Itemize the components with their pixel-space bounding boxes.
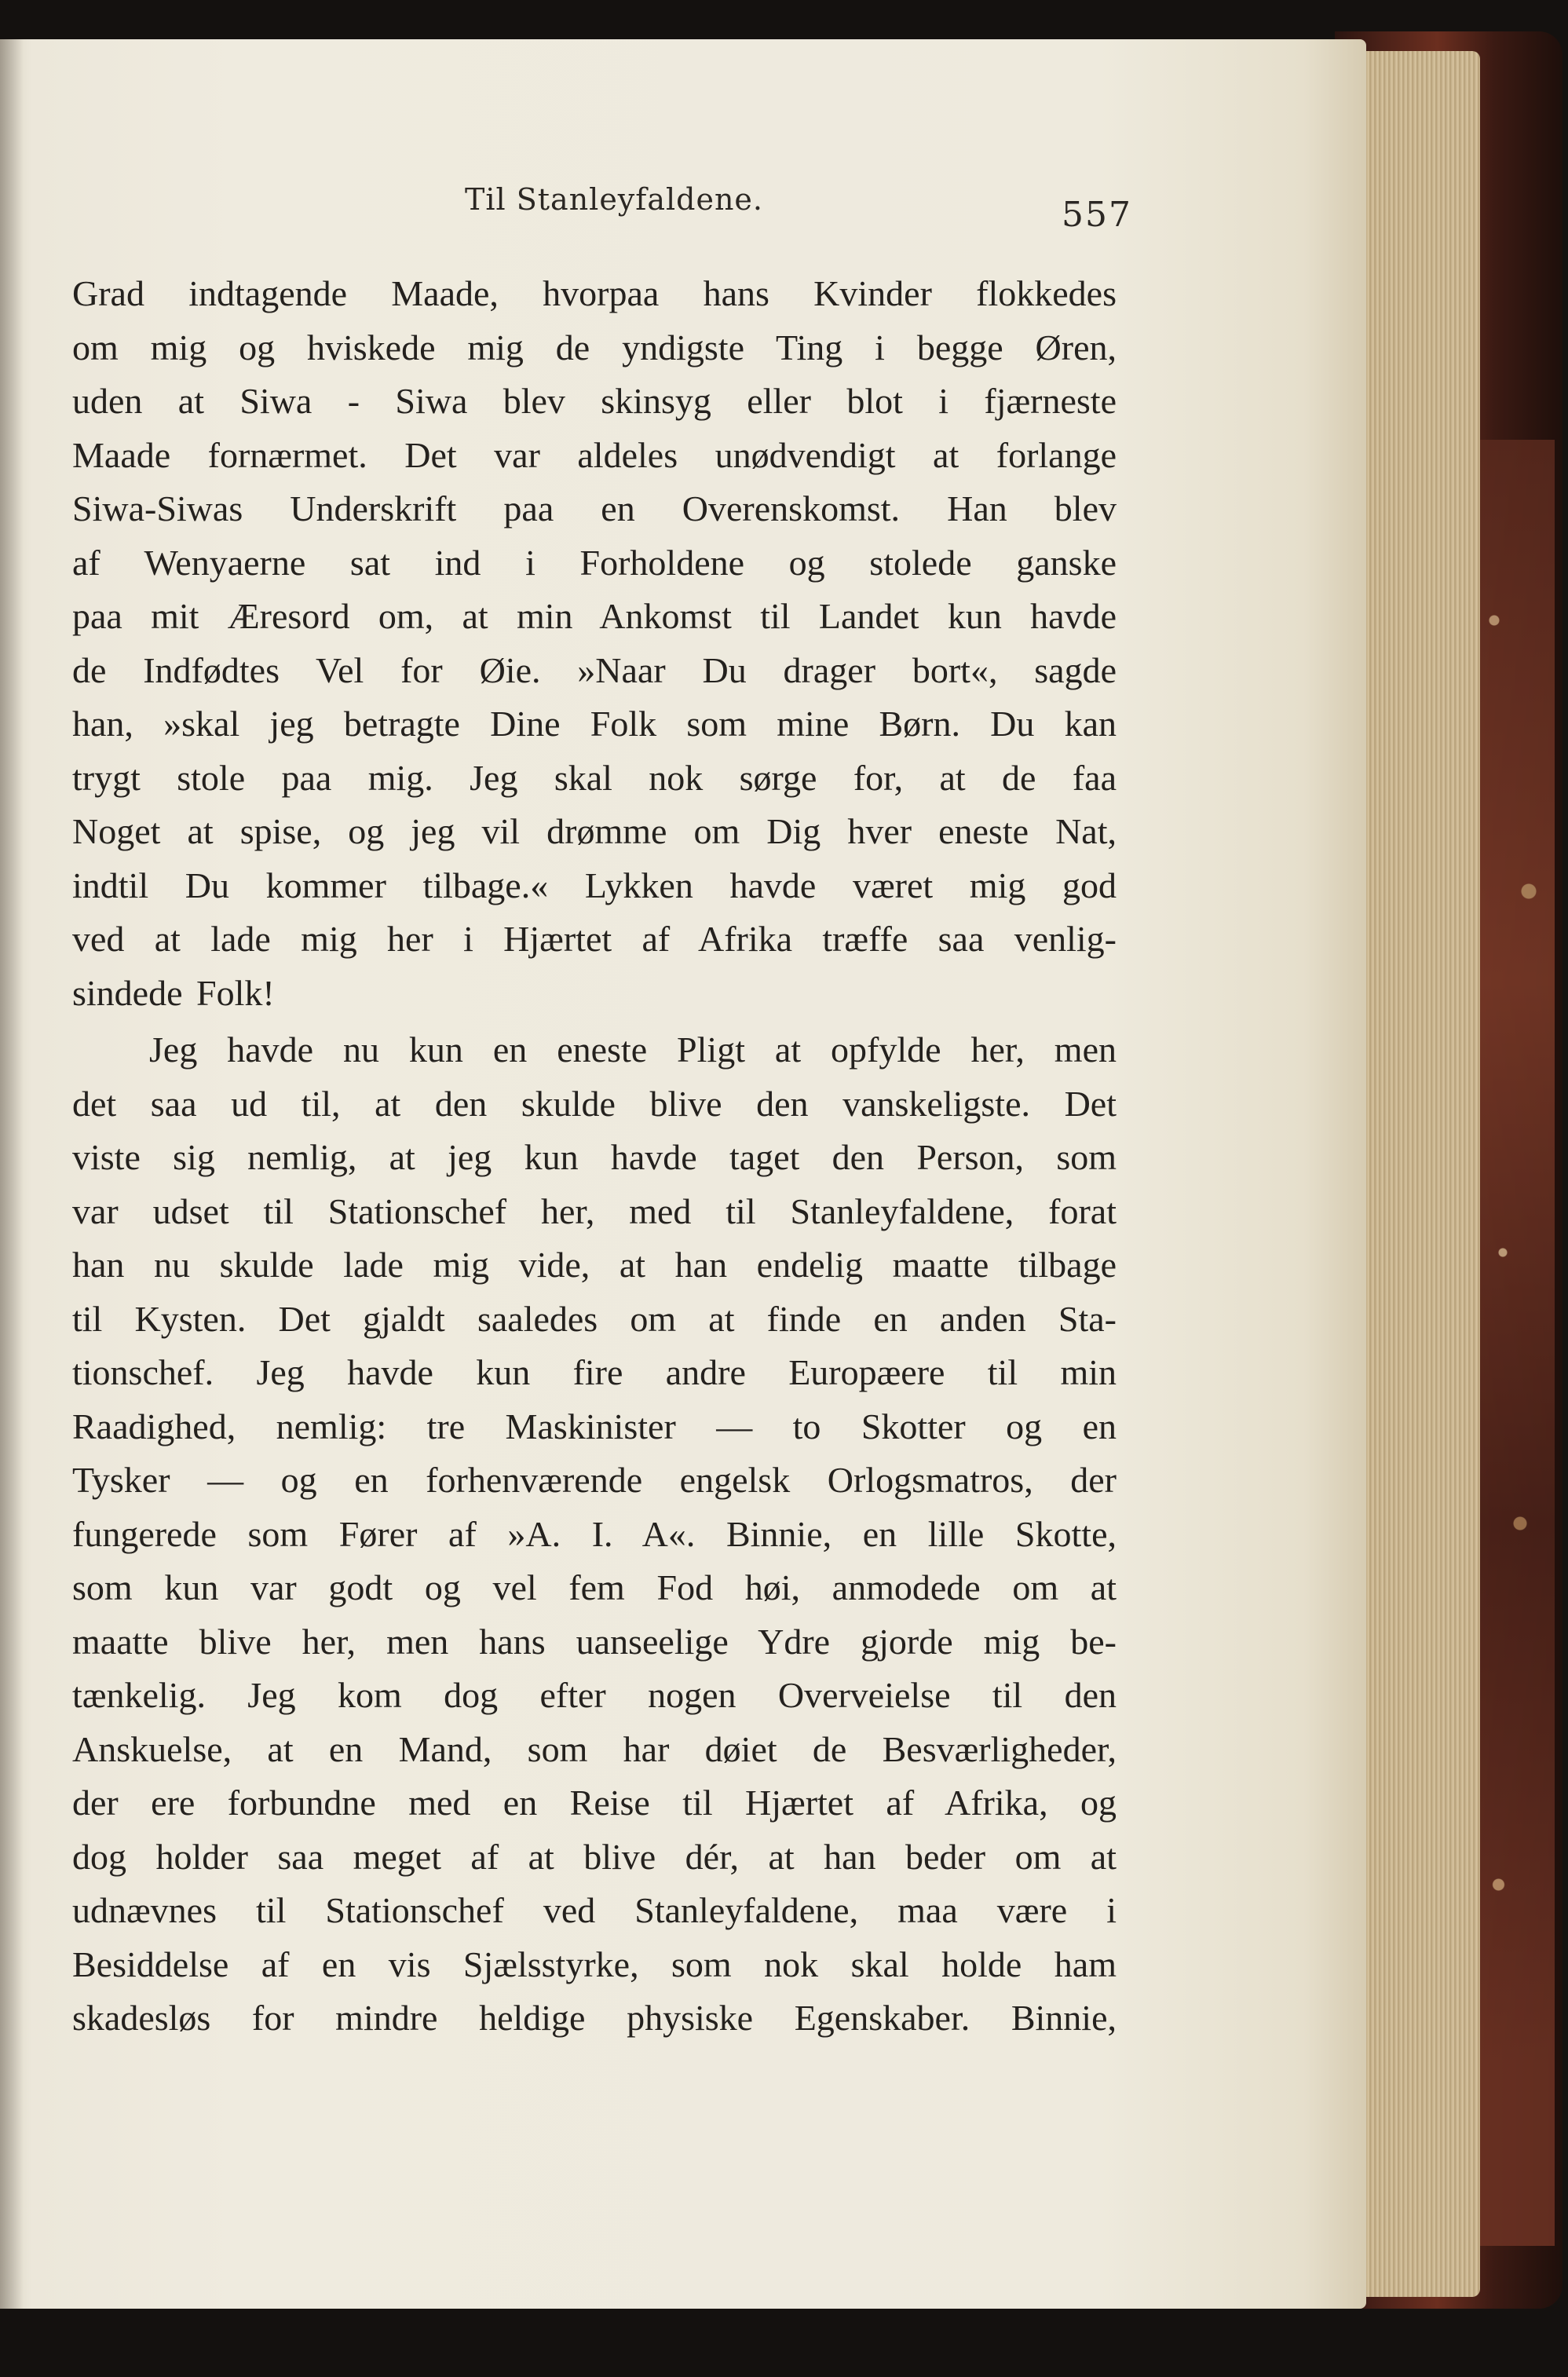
text-line: var udset til Stationschef her, med til Stanleyfaldene, forat xyxy=(72,1190,1117,1231)
text-line: Besiddelse af en vis Sjælsstyrke, som nok skal holde ham xyxy=(72,1944,1117,1984)
text-line: Maade fornærmet. Det var aldeles unødvendigt at forlange xyxy=(72,434,1117,475)
text-line: dog holder saa meget af at blive dér, at han beder om at xyxy=(72,1836,1117,1877)
page-number: 557 xyxy=(1062,195,1132,235)
text-line: maatte blive her, men hans uanseelige Ydre gjorde mig be- xyxy=(72,1621,1117,1662)
gutter-shadow xyxy=(0,39,24,2309)
text-line: som kun var godt og vel fem Fod høi, anmodede om at xyxy=(72,1567,1117,1607)
marbled-cover-edge xyxy=(1468,440,1555,2246)
text-line: der ere forbundne med en Reise til Hjærtet af Afrika, og xyxy=(72,1783,1117,1823)
text-line: uden at Siwa - Siwa blev skinsyg eller blot i fjærneste xyxy=(72,381,1117,421)
text-line: til Kysten. Det gjaldt saaledes om at finde en anden Sta- xyxy=(72,1298,1117,1339)
text-line: han, »skal jeg betragte Dine Folk som mine Børn. Du kan xyxy=(72,704,1117,744)
page-edges xyxy=(1362,51,1480,2297)
text-line: ved at lade mig her i Hjærtet af Afrika træffe saa venlig- xyxy=(72,919,1117,959)
text-line: viste sig nemlig, at jeg kun havde taget den Person, som xyxy=(72,1137,1117,1177)
text-line: Raadighed, nemlig: tre Maskinister — to Skotter og en xyxy=(72,1406,1117,1446)
text-line: af Wenyaerne sat ind i Forholdene og stolede ganske xyxy=(72,542,1117,583)
text-line: Siwa-Siwas Underskrift paa en Overenskomst. Han blev xyxy=(72,488,1117,528)
text-line: skadesløs for mindre heldige physiske Egenskaber. Binnie, xyxy=(72,1998,1117,2038)
text-line: om mig og hviskede mig de yndigste Ting i begge Øren, xyxy=(72,327,1117,368)
paragraph-1 xyxy=(72,267,1117,1020)
text-line: Jeg havde nu kun en eneste Pligt at opfylde her, men xyxy=(149,1029,1117,1070)
text-line: de Indfødtes Vel for Øie. »Naar Du drager bort«, sagde xyxy=(72,649,1117,690)
text-line: det saa ud til, at den skulde blive den vanskeligste. Det xyxy=(72,1083,1117,1124)
text-line: fungerede som Fører af »A. I. A«. Binnie, en lille Skotte, xyxy=(72,1513,1117,1554)
text-line: sindede Folk! xyxy=(72,972,275,1013)
text-line: Anskuelse, at en Mand, som har døiet de Besværligheder, xyxy=(72,1728,1117,1769)
text-line: Tysker — og en forhenværende engelsk Orlogsmatros, der xyxy=(72,1460,1117,1500)
text-line: tænkelig. Jeg kom dog efter nogen Overveielse til den xyxy=(72,1675,1117,1715)
paragraph-2 xyxy=(72,1023,1117,2046)
text-line: Grad indtagende Maade, hvorpaa hans Kvinder flokkedes xyxy=(72,273,1117,313)
text-line: trygt stole paa mig. Jeg skal nok sørge for, at de faa xyxy=(72,757,1117,798)
text-line: Noget at spise, og jeg vil drømme om Dig hver eneste Nat, xyxy=(72,811,1117,851)
text-line: paa mit Æresord om, at min Ankomst til Landet kun havde xyxy=(72,596,1117,636)
text-line: udnævnes til Stationschef ved Stanleyfaldene, maa være i xyxy=(72,1890,1117,1930)
text-line: tionschef. Jeg havde kun fire andre Europæere til min xyxy=(72,1352,1117,1392)
text-line: indtil Du kommer tilbage.« Lykken havde været mig god xyxy=(72,865,1117,905)
text-line: han nu skulde lade mig vide, at han endelig maatte tilbage xyxy=(72,1245,1117,1285)
running-title: Til Stanleyfaldene. xyxy=(465,182,763,217)
body-text xyxy=(72,267,1117,2046)
